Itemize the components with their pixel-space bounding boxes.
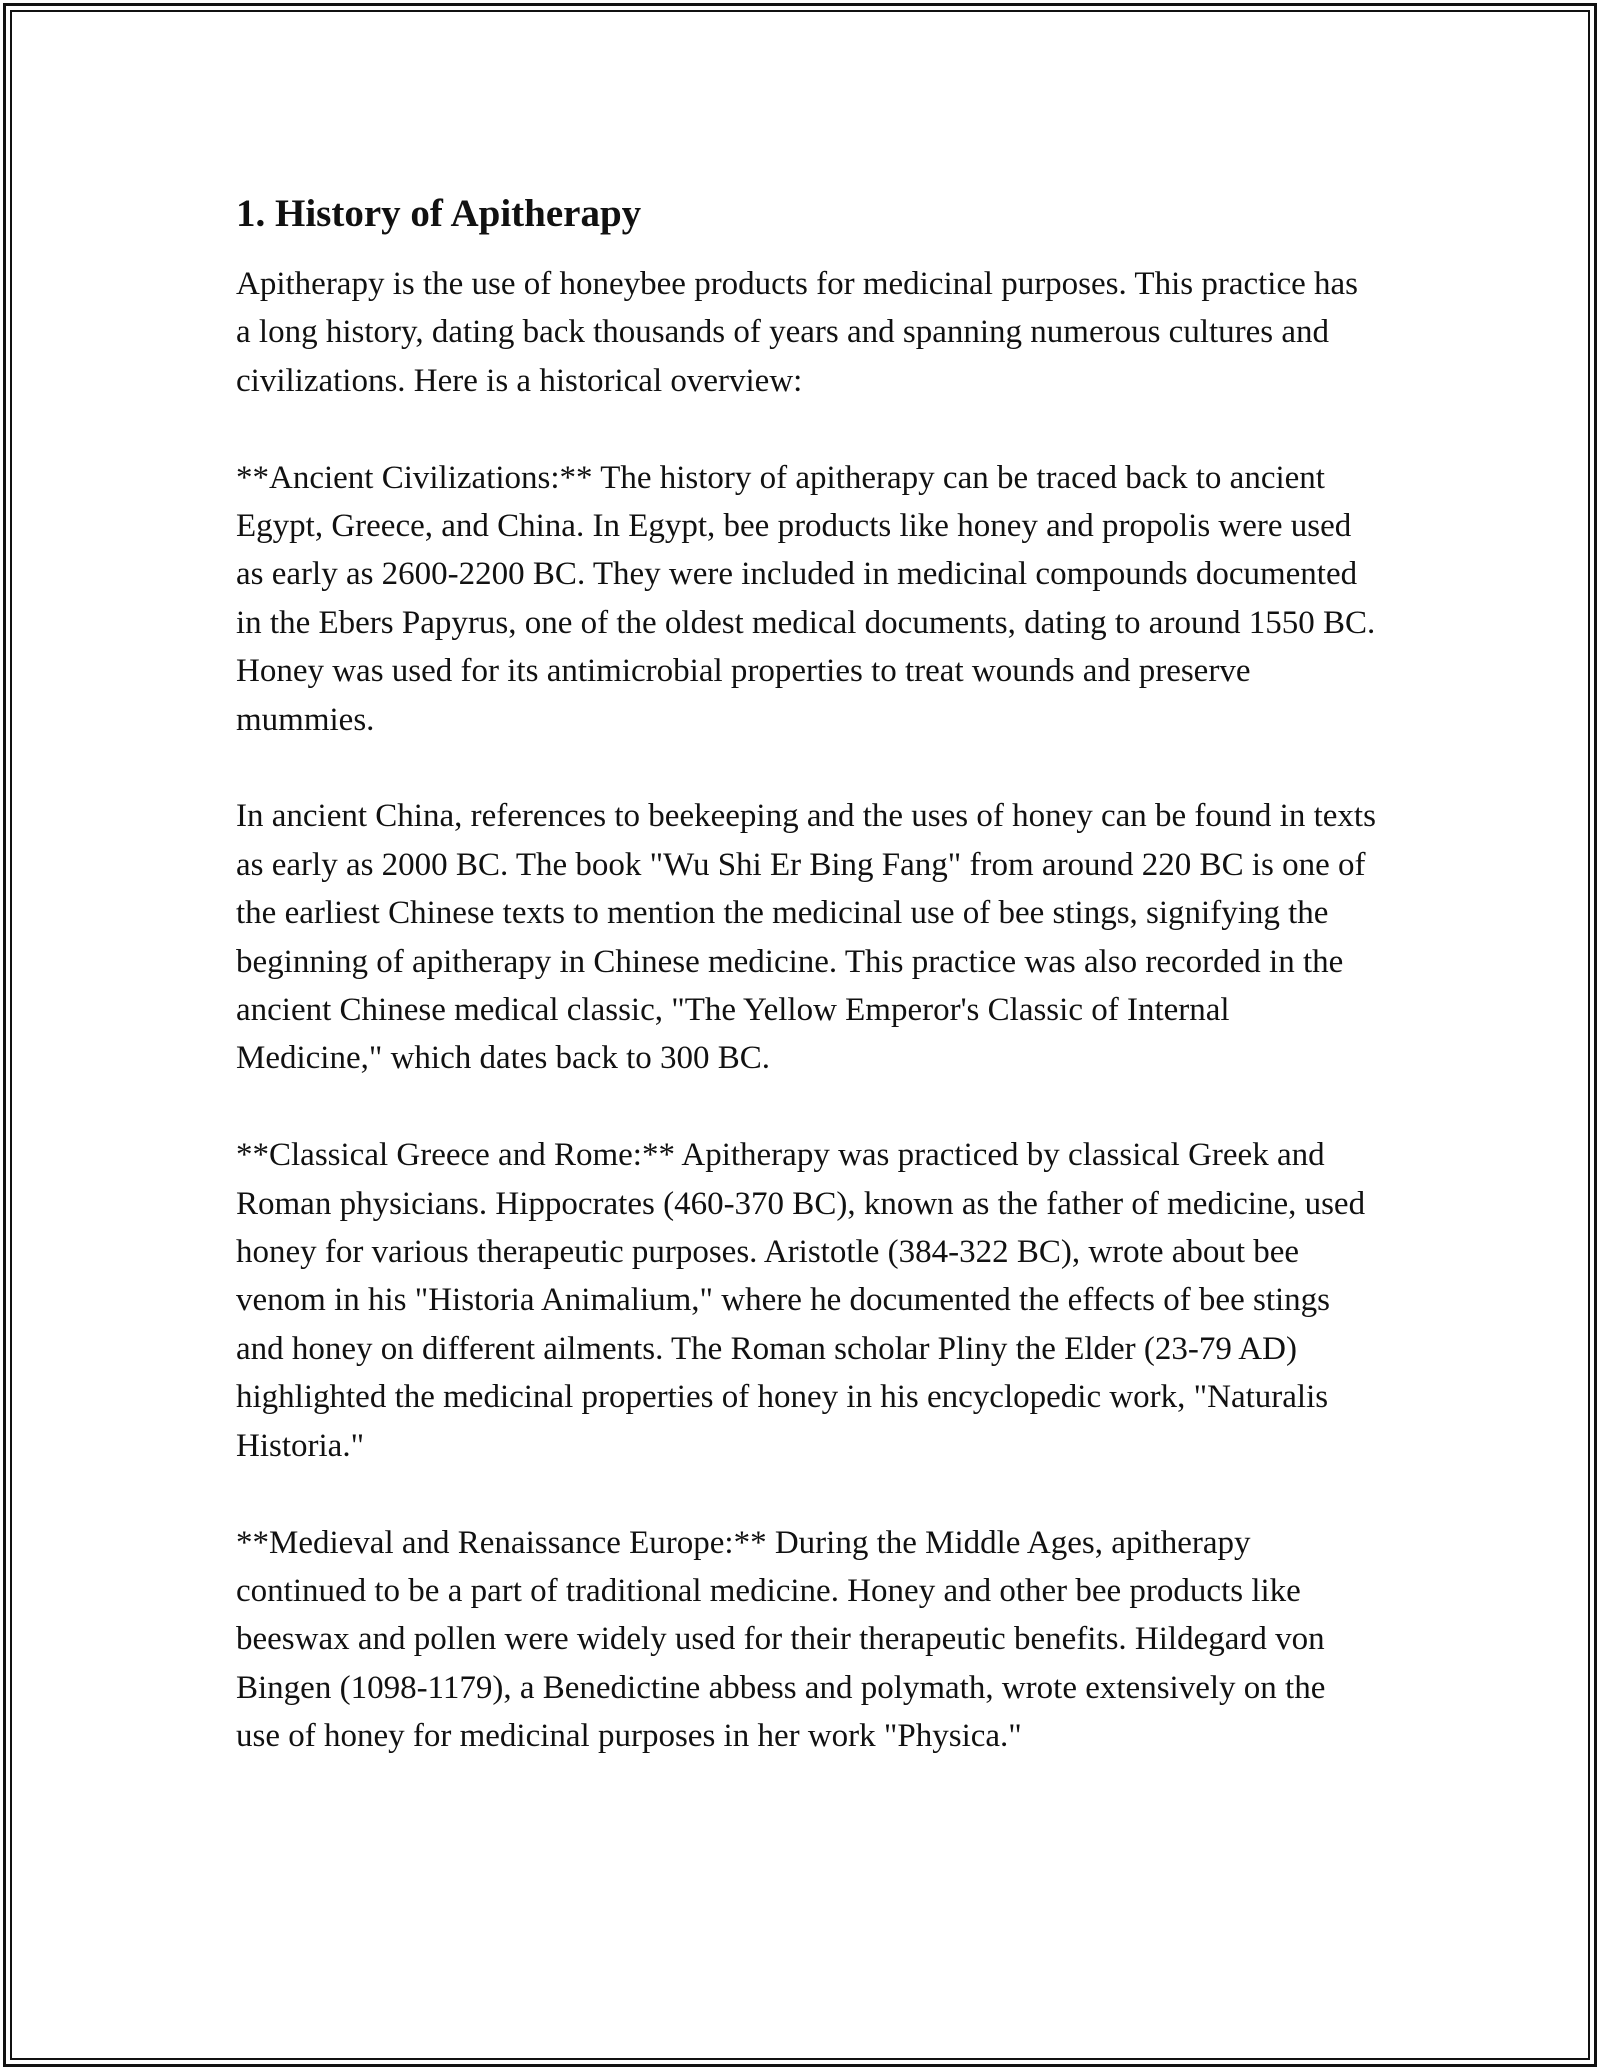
paragraph-ancient-civilizations: **Ancient Civilizations:** The history of apitherapy can be traced back to ancient Egypt, Greece, and China. In Egypt, bee products like honey and propolis were used as early as 2600-2200 BC. They were included in medicinal compounds documented in the Ebers Papyrus, one of the oldest medical documents, dating to around 1550 BC. Honey was used for its antimicrobial properties to treat wounds and preserve mummies. — [236, 459, 1376, 738]
paragraph-greece-rome: **Classical Greece and Rome:** Apitherapy was practiced by classical Greek and Roman physicians. Hippocrates (460-370 BC), known as the father of medicine, used honey for various therapeutic purposes. Aristotle (384-322 BC), wrote about bee venom in his "Historia Animalium," where he documented the effects of bee stings and honey on different ailments. The Roman scholar Pliny the Elder (23-79 AD) highlighted the medicinal properties of honey in his encyclopedic work, "Naturalis Historia." — [236, 1137, 1366, 1464]
document-body — [236, 188, 1376, 1809]
paragraph-intro: Apitherapy is the use of honeybee products for medicinal purposes. This practice has a long history, dating back thousands of years and spanning numerous cultures and civilizations. Here is a historical overview: — [236, 266, 1358, 399]
paragraph-medieval-renaissance: **Medieval and Renaissance Europe:** During the Middle Ages, apitherapy continued to be a part of traditional medicine. Honey and other bee products like beeswax and pollen were widely used for their therapeutic benefits. Hildegard von Bingen (1098-1179), a Benedictine abbess and polymath, wrote extensively on the use of honey for medicinal purposes in her work "Physica." — [236, 1524, 1326, 1755]
section-heading: 1. History of Apitherapy — [236, 192, 642, 235]
paragraph-ancient-china: In ancient China, references to beekeeping and the uses of honey can be found in texts as early as 2000 BC. The book "Wu Shi Er Bing Fang" from around 220 BC is one of the earliest Chinese texts to mention the medicinal use of bee stings, signifying the beginning of apitherapy in Chinese medicine. This practice was also recorded in the ancient Chinese medical classic, "The Yellow Emperor's Classic of Internal Medicine," which dates back to 300 BC. — [236, 798, 1376, 1077]
